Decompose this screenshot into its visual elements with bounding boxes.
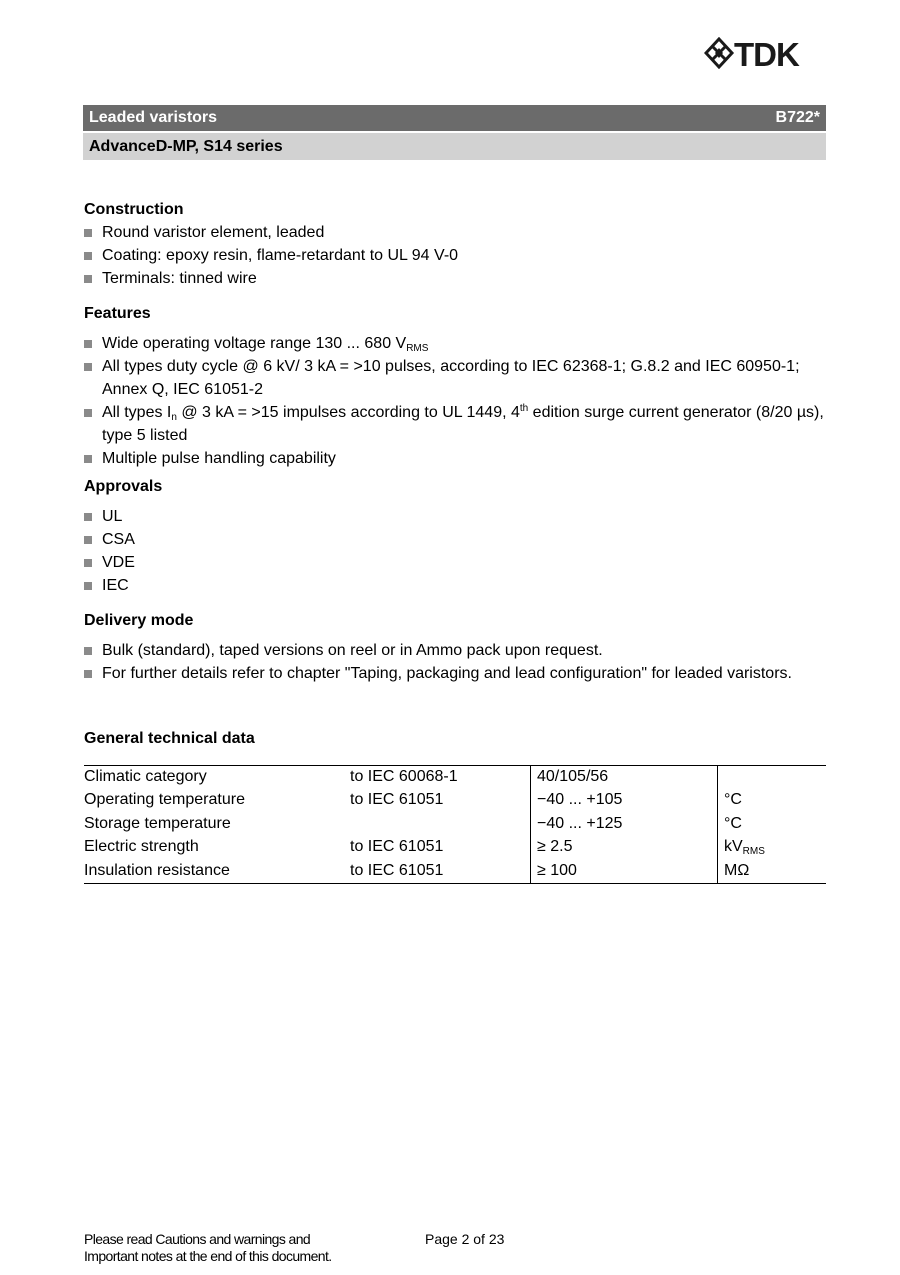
list-item: Round varistor element, leaded (84, 221, 826, 244)
features-heading: Features (84, 305, 151, 322)
list-item: All types duty cycle @ 6 kV/ 3 kA = >10 pulses, according to IEC 62368-1; G.8.2 and IEC 60950-1; Annex Q, IEC 61051-2 (84, 355, 826, 401)
list-item: Multiple pulse handling capability (84, 447, 826, 470)
product-code: B722* (775, 109, 820, 126)
subtitle-bar (83, 133, 826, 160)
series-title: AdvanceD-MP, S14 series (89, 137, 283, 155)
document-title: Leaded varistors (89, 109, 218, 126)
approvals-section (84, 476, 826, 597)
approvals-heading: Approvals (84, 478, 163, 495)
construction-list (84, 221, 826, 290)
list-item: UL (84, 505, 826, 528)
list-item: Bulk (standard), taped versions on reel or in Ammo pack upon request. (84, 639, 826, 662)
construction-section (84, 199, 826, 290)
tdk-diamond-icon (704, 37, 828, 69)
list-item: All types $I_n$ @ 3 kA = >15 impulses according to UL 1449, 4th edition surge current generator (8/20 µs), type 5 listed (84, 401, 826, 447)
table-row: Electric strength to IEC 61051 ≥ 2.5 $kV_{RMS}$ (84, 836, 826, 859)
features-section (84, 303, 826, 470)
table-row: Operating temperature to IEC 61051 −40 ... +105 °C (84, 789, 826, 812)
tdk-logo (704, 37, 828, 69)
delivery-section (84, 610, 826, 685)
page-number: Page 2 of 23 (425, 1231, 505, 1247)
footer-note: Please read Cautions and warnings and Important notes at the end of this document. (84, 1231, 332, 1264)
features-list (84, 332, 826, 470)
list-item: Wide operating voltage range 130 ... 680 $V_{RMS}$ (84, 332, 826, 355)
approvals-list (84, 505, 826, 597)
list-item: VDE (84, 551, 826, 574)
header-bar (83, 105, 826, 131)
construction-heading: Construction (84, 201, 184, 218)
table-row: Climatic category to IEC 60068-1 40/105/56 (84, 766, 826, 790)
list-item: IEC (84, 574, 826, 597)
tech-data-table (84, 765, 826, 884)
tech-heading: General technical data (84, 730, 255, 747)
svg-text:TDK: TDK (734, 37, 799, 69)
table-row: Storage temperature −40 ... +125 °C (84, 813, 826, 836)
list-item: For further details refer to chapter "Taping, packaging and lead configuration" for leaded varistors. (84, 662, 826, 685)
list-item: Coating: epoxy resin, flame-retardant to UL 94 V-0 (84, 244, 826, 267)
table-row: Insulation resistance to IEC 61051 ≥ 100 MΩ (84, 860, 826, 884)
delivery-heading: Delivery mode (84, 612, 194, 629)
list-item: Terminals: tinned wire (84, 267, 826, 290)
delivery-list (84, 639, 826, 685)
list-item: CSA (84, 528, 826, 551)
